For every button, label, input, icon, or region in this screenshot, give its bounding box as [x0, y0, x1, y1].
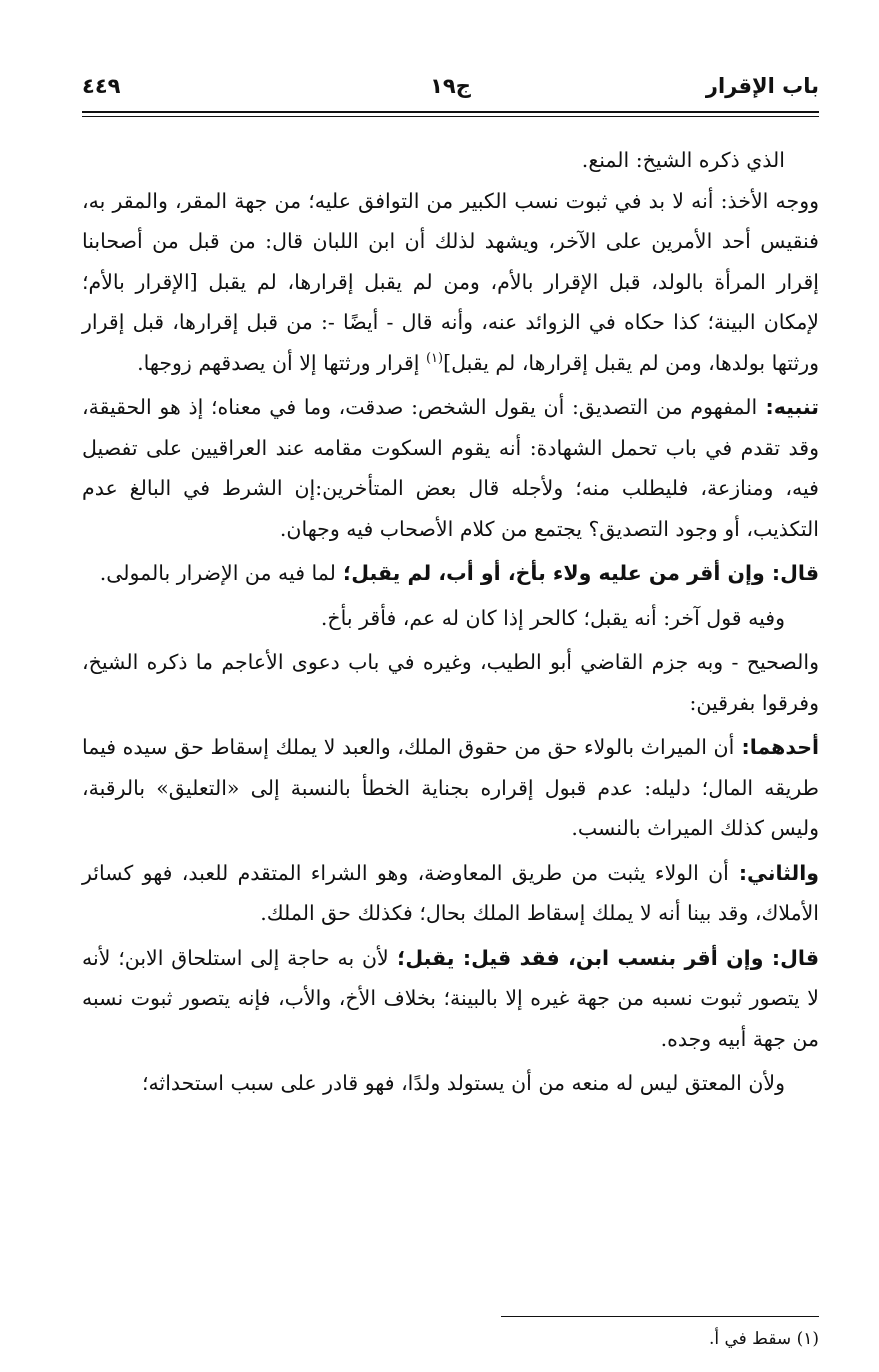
- footnote-marker: (١): [796, 1329, 819, 1349]
- paragraph: [82, 853, 819, 934]
- paragraph-text: أن الميراث بالولاء حق من حقوق الملك، والعبد لا يملك إسقاط حق سيده فيما طريقه المال؛ دليله: عدم قبول إقراره بجناية الخطأ بالنسبة إلى «التعليق» بالرقبة، وليس كذلك الميراث بالنسب.: [82, 735, 819, 840]
- paragraph-text: والصحيح - وبه جزم القاضي أبو الطيب، وغيره في باب دعوى الأعاجم ما ذكره الشيخ، وفرقوا بفرقين:: [82, 650, 819, 715]
- paragraph-text: وفيه قول آخر: أنه يقبل؛ كالحر إذا كان له عم، فأقر بأخ.: [320, 605, 785, 630]
- paragraph: [82, 642, 819, 723]
- paragraph-text-tail: إقرار ورثتها إلا أن يصدقهم زوجها.: [137, 350, 426, 375]
- running-header: [82, 74, 819, 108]
- paragraph-text: لأن به حاجة إلى استلحاق الابن؛ لأنه لا يتصور ثبوت نسبه من جهة غيره إلا بالبينة؛ بخلاف الأخ، والأب، فإنه يتصور ثبوت نسبه من جهة أبيه وجده.: [82, 945, 819, 1051]
- paragraph-label: والثاني:: [728, 860, 819, 885]
- paragraph: [82, 727, 819, 849]
- header-rule-thin: [82, 116, 819, 117]
- paragraph-label: قال: وإن أقر من عليه ولاء بأخ، أو أب، لم يقبل؛: [335, 561, 819, 585]
- page-number: ٤٤٩: [82, 74, 121, 98]
- paragraph-label: تنبيه:: [757, 395, 819, 419]
- paragraph-text: أن الولاء يثبت من طريق المعاوضة، وهو الشراء المتقدم للعبد، فهو كسائر الأملاك، وقد بينا أنه لا يملك إسقاط الملك بحال؛ فكذلك حق الملك.: [82, 860, 819, 925]
- paragraph: [82, 181, 819, 384]
- footnote-separator: [501, 1316, 819, 1317]
- paragraph: [82, 553, 819, 594]
- paragraph: [82, 387, 819, 549]
- main-text: [82, 140, 819, 1104]
- volume-number: ج١٩: [430, 74, 471, 98]
- header-rule-thick: [82, 111, 819, 113]
- paragraph-text: لما فيه من الإضرار بالمولى.: [99, 561, 336, 585]
- paragraph: [82, 140, 819, 181]
- paragraph-label: أحدهما:: [734, 735, 819, 759]
- paragraph-text: ولأن المعتق ليس له منعه من أن يستولد ولدًا، فهو قادر على سبب استحداثه؛: [142, 1071, 785, 1095]
- paragraph: [82, 938, 819, 1060]
- paragraph: [82, 598, 819, 639]
- paragraph: [82, 1063, 819, 1104]
- paragraph-label: قال: وإن أقر بنسب ابن، فقد قيل: يقبل؛: [388, 945, 819, 970]
- footnote-text: سقط في أ.: [708, 1329, 792, 1349]
- paragraph-text: المفهوم من التصديق: أن يقول الشخص: صدقت، وما في معناه؛ إذ هو الحقيقة، وقد تقدم في باب تحمل الشهادة: أنه يقوم السكوت مقامه عند العراقيين على تفصيل فيه، ومنازعة، فليطلب منه؛ ولأجله قال بعض المتأخرين:إن الشرط في البالغ عدم التكذيب، أو وجود التصديق؟ يجتمع من كلام الأصحاب فيه وجهان.: [82, 395, 819, 541]
- section-title: باب الإقرار: [705, 74, 819, 98]
- footnote: [82, 1326, 819, 1352]
- paragraph-text: الذي ذكره الشيخ: المنع.: [581, 148, 785, 172]
- paragraph-text: ووجه الأخذ: أنه لا بد في ثبوت نسب الكبير من التوافق عليه؛ من جهة المقر، والمقر به، فنقيس أحد الأمرين على الآخر، ويشهد لذلك أن ابن اللبان قال: من قبل من أصحابنا إقرار المرأة بالولد، قبل الإقرار بالأم، ومن لم يقبل إقرارها، لم يقبل [الإقرار بالأم؛ لإمكان البينة؛ كذا حكاه في الزوائد عنه، وأنه قال - أيضًا -: من قبل إقرارها، قبل إقرار ورثتها بولدها، ومن لم يقبل إقرارها، لم يقبل]: [82, 188, 819, 375]
- footnote-reference: (١): [425, 350, 444, 366]
